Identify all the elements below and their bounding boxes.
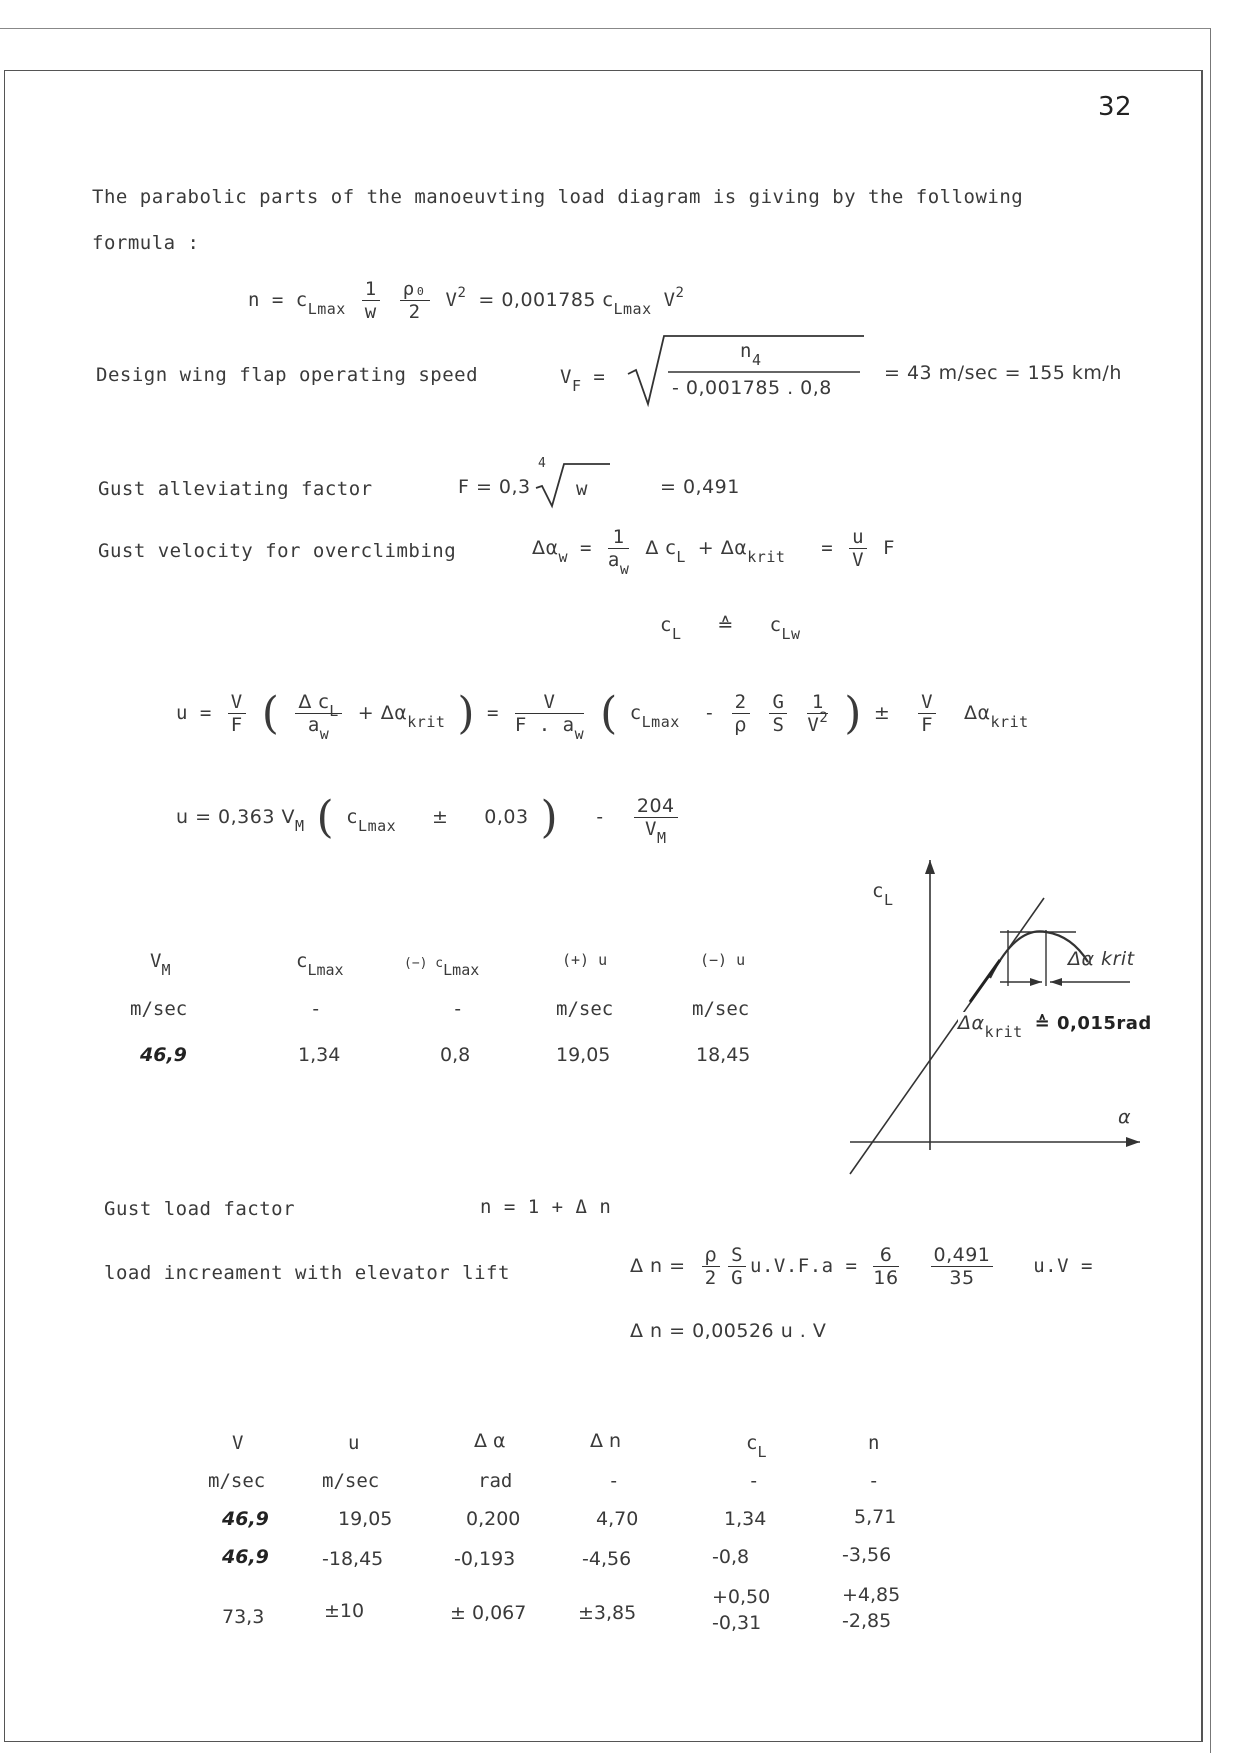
cl-relation: $c_L$ ≙ $c_{Lw}$ (660, 614, 801, 643)
gust-allev-label: Gust alleviating factor (98, 478, 373, 500)
t2-cell: 73,3 (222, 1606, 265, 1628)
t1-header-clmax: $c_{Lmax}$ (296, 950, 344, 979)
design-flap-label: Design wing flap operating speed (96, 364, 479, 386)
t2-unit: rad (478, 1470, 513, 1492)
t1-unit: m/sec (692, 998, 750, 1020)
t2-header: n (868, 1432, 880, 1454)
t2-cell: -3,56 (842, 1544, 892, 1566)
t2-cell: 5,71 (854, 1506, 897, 1528)
gust-velocity-label: Gust velocity for overclimbing (98, 540, 457, 562)
load-incr-result: Δ n = 0,00526 u . V (630, 1320, 827, 1342)
t2-cell: 19,05 (338, 1508, 393, 1530)
t1-unit: m/sec (556, 998, 614, 1020)
t1-header-vm: $V_M$ (150, 950, 171, 979)
radical-numerator: $n_4$ (740, 340, 762, 369)
t2-cell: -0,31 (712, 1612, 762, 1634)
t2-cell: -4,56 (582, 1548, 632, 1570)
t2-unit: - (608, 1470, 620, 1492)
t1-unit: - (310, 998, 322, 1020)
t1-cell: 18,45 (696, 1044, 751, 1066)
t1-header-neg-u: (−) u (700, 951, 746, 969)
t2-cell: -2,85 (842, 1610, 892, 1632)
t2-cell: 4,70 (596, 1508, 639, 1530)
diagram-annotation-value: $\Delta\alpha_{krit}$ ≙ 0,015rad (958, 1012, 1152, 1041)
t2-cell: ±3,85 (578, 1602, 637, 1624)
gust-velocity-formula: $\Delta\alpha_w$ = $\frac{1}{a_w}$ Δ $c_L + \Delta\alpha_{krit}$ = $\frac{u}{V}$ F (532, 526, 895, 578)
intro-line-1: The parabolic parts of the manoeuvting load diagram is giving by the following (92, 186, 1024, 208)
t2-cell: -0,8 (712, 1546, 750, 1568)
fourth-root-sign (536, 462, 612, 508)
t1-cell: 19,05 (556, 1044, 611, 1066)
page-number: 32 (1098, 92, 1133, 122)
load-incr-formula: Δ n = $\frac{\rho}{2}$ $\frac{S}{G}$ u.V.F.a = $\frac{6}{16}$ $\frac{0,491}{35}$ u.V = (630, 1244, 1093, 1289)
u-formula: u = $\frac{V}{F}$ ( $\frac{\Delta c_L}{a_w}$ + $\Delta\alpha_{krit}$ ) = $\frac{V}{F . a_w}$ ( $c_{Lmax}$ - $\frac{2}{\rho}$ $\frac{G}{S}$ $\frac{1}{V^2}$ ) ± $\frac{V}{F}$ $\Delta\alpha_{krit}$ (176, 688, 1029, 743)
gust-allev-formula: F = 0,3 (458, 476, 531, 498)
t1-cell: 1,34 (298, 1044, 341, 1066)
t1-header-neg-clmax: (−) $c_{Lmax}$ (404, 956, 480, 979)
t1-cell: 0,8 (440, 1044, 471, 1066)
load-incr-label: load increament with elevator lift (104, 1262, 510, 1284)
u-numeric: u = 0,363 $V_M$ ( $c_{Lmax}$ ± 0,03 ) - $\frac{204}{V_M}$ (176, 792, 682, 843)
gust-load-label: Gust load factor (104, 1198, 296, 1220)
t2-cell: -0,193 (454, 1548, 516, 1570)
t2-unit: - (868, 1470, 880, 1492)
formula-n: $n = c_{Lmax}$ $\frac{1}{w}$ $\frac{\text{ρ₀}}{2}$ $V^2 = 0,001785$ $c_{Lmax}$ $V^2$ (248, 278, 685, 323)
t2-header: $c_L$ (746, 1432, 767, 1461)
diagram-annotation-krit: Δα krit (1068, 948, 1135, 970)
t2-cell: ±10 (324, 1600, 365, 1622)
root-index: 4 (538, 456, 547, 471)
t2-cell: +0,50 (712, 1586, 771, 1608)
gust-load-formula: n = 1 + Δ n (480, 1196, 612, 1218)
t1-cell: 46,9 (140, 1044, 187, 1066)
t2-unit: m/sec (208, 1470, 266, 1492)
root-argument: w (576, 478, 588, 500)
t2-cell: -18,45 (322, 1548, 384, 1570)
t2-cell: +4,85 (842, 1584, 901, 1606)
intro-line-2: formula : (92, 232, 200, 254)
t2-cell: 46,9 (222, 1508, 269, 1530)
gust-allev-result: = 0,491 (660, 476, 740, 498)
t1-header-pos-u: (+) u (562, 951, 608, 969)
t2-header: u (348, 1432, 360, 1454)
vf-symbol: $V_F$ = (560, 366, 606, 395)
t2-header: V (232, 1432, 244, 1454)
radical-denominator: - 0,001785 . 0,8 (672, 377, 832, 399)
diagram-y-label: $c_L$ (872, 880, 894, 909)
flap-speed-result: = 43 m/sec = 155 km/h (884, 362, 1122, 384)
t2-unit: m/sec (322, 1470, 380, 1492)
t2-cell: 0,200 (466, 1508, 521, 1530)
t2-unit: - (748, 1470, 760, 1492)
t2-cell: 46,9 (222, 1546, 269, 1568)
diagram-x-label: α (1118, 1106, 1132, 1128)
t2-header: Δ α (474, 1430, 506, 1452)
t1-unit: m/sec (130, 998, 188, 1020)
t1-unit: - (452, 998, 464, 1020)
t2-cell: ± 0,067 (450, 1602, 527, 1624)
t2-header: Δ n (590, 1430, 622, 1452)
t2-cell: 1,34 (724, 1508, 767, 1530)
